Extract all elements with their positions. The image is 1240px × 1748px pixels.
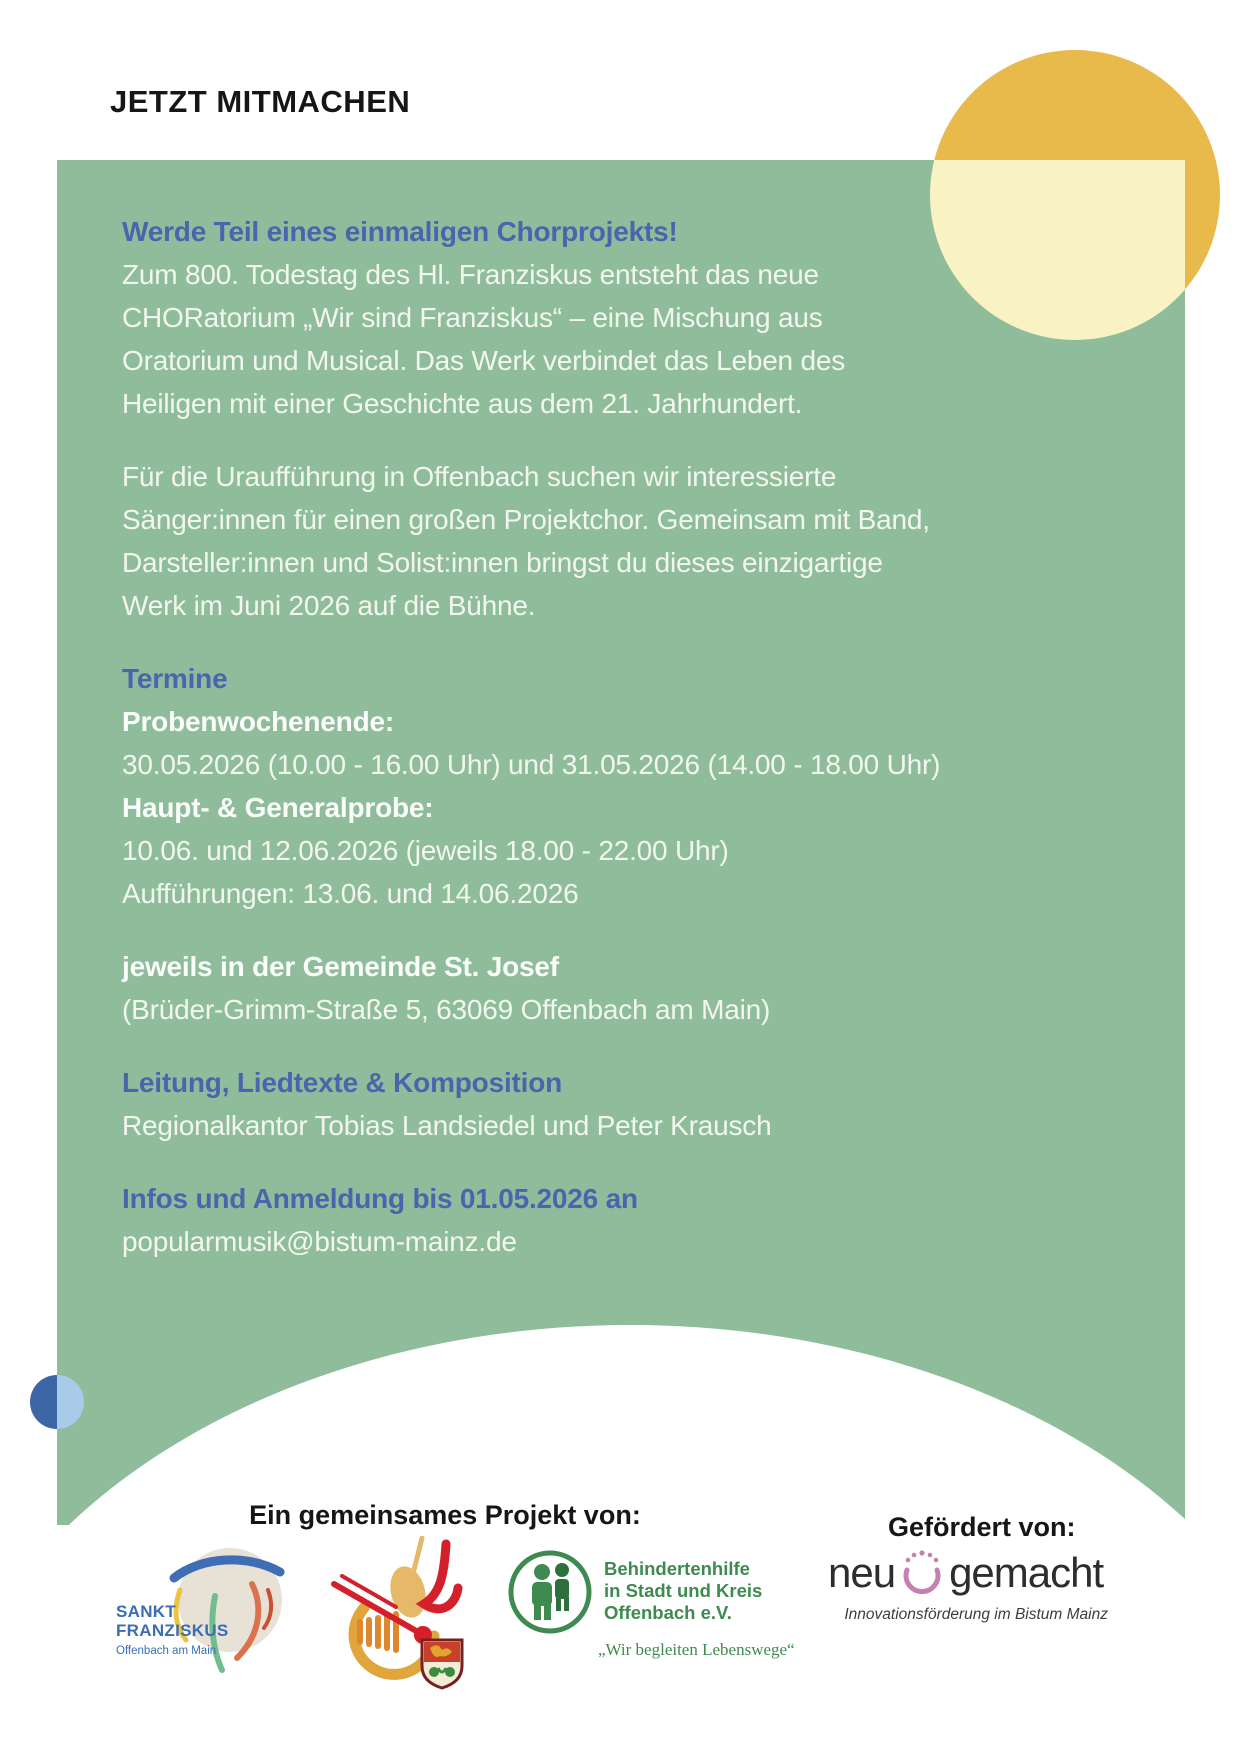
music-instruments-logo xyxy=(326,1536,468,1696)
behindertenhilfe-line3: Offenbach e.V. xyxy=(604,1602,732,1623)
behindertenhilfe-line1: Behindertenhilfe xyxy=(604,1558,750,1579)
leitung-section xyxy=(122,1061,940,1147)
projects-heading: Ein gemeinsames Projekt von: xyxy=(249,1500,641,1530)
poster-text xyxy=(122,210,940,1293)
location-name: jeweils in der Gemeinde St. Josef xyxy=(122,951,559,982)
location-address: (Brüder-Grimm-Straße 5, 63069 Offenbach am Main) xyxy=(122,994,771,1025)
neu-gemacht-word1: neu xyxy=(828,1549,896,1596)
performance-line xyxy=(122,872,940,915)
behindertenhilfe-wordmark xyxy=(604,1558,762,1624)
music-instruments-icon xyxy=(326,1536,468,1696)
intro-line: CHORatorium „Wir sind Franziskus“ – eine Mischung aus xyxy=(122,302,823,333)
call-line: Sänger:innen für einen großen Projektchor. Gemeinsam mit Band, xyxy=(122,504,930,535)
location-section xyxy=(122,945,940,1031)
neu-gemacht-word2: gemacht xyxy=(949,1549,1104,1596)
rehearsal-dates: 30.05.2026 (10.00 - 16.00 Uhr) und 31.05.2026 (14.00 - 18.00 Uhr) xyxy=(122,749,941,780)
termine-section xyxy=(122,657,940,915)
behindertenhilfe-logo xyxy=(508,1550,808,1680)
call-line: Darsteller:innen und Solist:innen bringst du dieses einzigartige xyxy=(122,547,883,578)
neu-gemacht-logo xyxy=(828,1548,1108,1648)
dress-rehearsal-label: Haupt- & Generalprobe: xyxy=(122,792,434,823)
neu-gemacht-wordmark xyxy=(828,1548,1108,1598)
neu-gemacht-subtitle: Innovationsförderung im Bistum Mainz xyxy=(844,1606,1108,1623)
behindertenhilfe-icon xyxy=(508,1550,592,1634)
franziskus-line1: SANKT xyxy=(116,1602,177,1621)
intro-paragraph xyxy=(122,210,940,425)
dress-rehearsal-dates: 10.06. und 12.06.2026 (jeweils 18.00 - 22.00 Uhr) xyxy=(122,835,729,866)
leitung-names: Regionalkantor Tobias Landsiedel und Peter Krausch xyxy=(122,1110,772,1141)
funding-heading: Gefördert von: xyxy=(888,1512,1076,1542)
contact-email: popularmusik@bistum-mainz.de xyxy=(122,1226,517,1257)
sankt-franziskus-logo xyxy=(116,1546,296,1676)
franziskus-line3: Offenbach am Main xyxy=(116,1645,217,1657)
pale-yellow-circle-overlap xyxy=(930,160,1185,340)
call-paragraph xyxy=(122,455,940,627)
behindertenhilfe-tagline: „Wir begleiten Lebenswege“ xyxy=(598,1640,795,1659)
termine-heading: Termine xyxy=(122,663,228,694)
performance-label: Aufführungen: xyxy=(122,878,295,909)
call-line: Werk im Juni 2026 auf die Bühne. xyxy=(122,590,536,621)
intro-line: Zum 800. Todestag des Hl. Franziskus entsteht das neue xyxy=(122,259,819,290)
info-section xyxy=(122,1177,940,1263)
page-title: JETZT MITMACHEN xyxy=(110,84,411,119)
green-panel xyxy=(57,160,1185,1525)
info-heading: Infos und Anmeldung bis 01.05.2026 an xyxy=(122,1183,638,1214)
leitung-heading: Leitung, Liedtexte & Komposition xyxy=(122,1067,563,1098)
light-blue-dot-overlap xyxy=(57,1375,84,1429)
behindertenhilfe-line2: in Stadt und Kreis xyxy=(604,1580,763,1601)
neu-gemacht-dotted-circle-icon xyxy=(899,1548,945,1598)
intro-heading: Werde Teil eines einmaligen Chorprojekts! xyxy=(122,216,678,247)
call-line: Für die Uraufführung in Offenbach suchen wir interessierte xyxy=(122,461,837,492)
performance-dates: 13.06. und 14.06.2026 xyxy=(294,878,579,909)
rehearsal-label: Probenwochenende: xyxy=(122,706,394,737)
white-arch-cutout xyxy=(57,1325,1185,1525)
intro-line: Oratorium und Musical. Das Werk verbindet das Leben des xyxy=(122,345,846,376)
franziskus-line2: FRANZISKUS xyxy=(116,1621,229,1640)
intro-line: Heiligen mit einer Geschichte aus dem 21. Jahrhundert. xyxy=(122,388,803,419)
franziskus-wordmark xyxy=(116,1602,229,1661)
